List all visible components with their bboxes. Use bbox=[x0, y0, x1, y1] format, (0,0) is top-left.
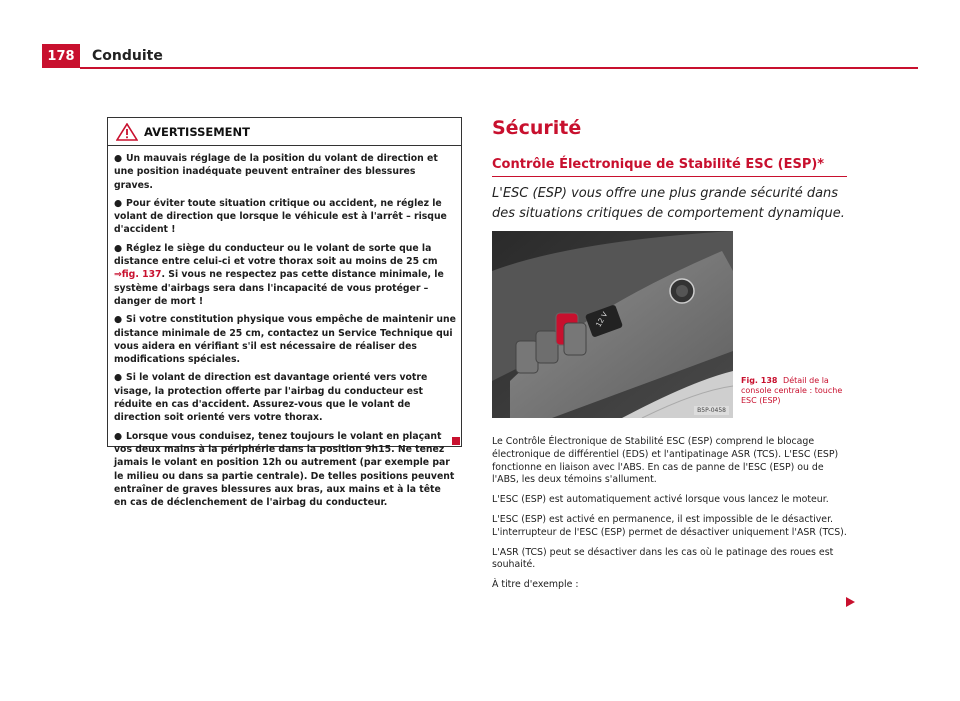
header-divider bbox=[80, 67, 918, 69]
svg-text:12 V: 12 V bbox=[594, 310, 610, 329]
warning-item: ● Si votre constitution physique vous empêche de maintenir une distance minimale de 25 cm, contactez un Service Technique qui vous aidera en vérifiant s'il est nécessaire de réaliser des modifications spéciales. bbox=[114, 314, 456, 366]
warning-item: ● Pour éviter toute situation critique ou accident, ne réglez le volant de direction que lorsque le véhicule est à l'arrêt – risque d'accident ! bbox=[114, 197, 447, 236]
body-paragraph: Le Contrôle Électronique de Stabilité ESC (ESP) comprend le blocage électronique de différentiel (EDS) et l'antipatinage ASR (TCS). L'ESC (ESP) fonctionne en liaison avec l'ABS. En cas de panne de l'ESC (ESP) ou de l'ABS, les deux témoins s'allument. bbox=[492, 436, 839, 486]
warning-triangle-icon bbox=[116, 123, 138, 141]
fig-137-link[interactable]: ⇒fig. 137 bbox=[114, 269, 162, 281]
sub-heading: Contrôle Électronique de Stabilité ESC (ESP)* bbox=[492, 157, 825, 172]
body-paragraph: À titre d'exemple : bbox=[492, 579, 579, 591]
console-illustration bbox=[492, 231, 733, 418]
continue-arrow-icon bbox=[846, 597, 855, 607]
warning-title: AVERTISSEMENT bbox=[144, 125, 251, 139]
page-number-text: 178 bbox=[47, 48, 75, 64]
warning-item: ● Réglez le siège du conducteur ou le volant de sorte que la distance entre celui-ci et votre thorax soit au moins de 25 cm ⇒fig. 137. Si vous ne respectez pas cette distance minimale, le système d'airbags sera dans l'incapacité de vous protéger – danger de mort ! bbox=[114, 242, 444, 307]
warning-item: ● Si le volant de direction est davantage orienté vers votre visage, la protection offerte par l'airbag du conducteur est réduite en cas d'accident. Assurez-vous que le volant de direction soit orienté vers votre thorax. bbox=[114, 372, 428, 424]
bullet-icon: ● bbox=[114, 153, 123, 164]
bullet-icon: ● bbox=[114, 314, 123, 326]
warning-box bbox=[107, 117, 462, 509]
body-text bbox=[492, 436, 852, 599]
warning-item: ● Lorsque vous conduisez, tenez toujours le volant en plaçant vos deux mains à la périphérie dans la position 9h15. Ne tenez jamais le volant en position 12h ou autrement (par exemple par le milieu ou dans sa partie centrale). De telles positions peuvent entraîner de graves blessures aux bras, aux mains et à la tête en cas de déclenchement de l'airbag du conducteur. bbox=[114, 430, 455, 509]
section-end-marker bbox=[452, 437, 460, 445]
body-paragraph: L'ESC (ESP) est activé en permanence, il est impossible de le désactiver. L'interrupteur de l'ESC (ESP) permet de désactiver uniquement l'ASR (TCS). bbox=[492, 513, 847, 538]
body-paragraph: L'ASR (TCS) peut se désactiver dans les cas où le patinage des roues est souhaité. bbox=[492, 546, 834, 571]
warning-item: ● Un mauvais réglage de la position du volant de direction et une position inadéquate peuvent entraîner des blessures graves. bbox=[114, 153, 438, 191]
section-title: Conduite bbox=[92, 48, 163, 64]
figure-caption-label: Fig. 138 bbox=[741, 376, 778, 385]
figure-esc-console-photo bbox=[492, 231, 733, 418]
body-paragraph: L'ESC (ESP) est automatiquement activé lorsque vous lancez le moteur. bbox=[492, 494, 829, 506]
bullet-icon: ● bbox=[114, 430, 123, 442]
bullet-icon: ● bbox=[114, 242, 123, 254]
intro-text: L'ESC (ESP) vous offre une plus grande sécurité dans des situations critiques de comportement dynamique. bbox=[492, 186, 845, 221]
warning-body bbox=[114, 152, 456, 514]
figure-caption bbox=[741, 376, 851, 406]
subheading-divider bbox=[492, 176, 847, 177]
page-number bbox=[42, 44, 80, 68]
bullet-icon: ● bbox=[114, 372, 123, 384]
figure-code: B5P-0458 bbox=[694, 406, 729, 415]
main-heading: Sécurité bbox=[492, 117, 582, 139]
figure-caption-text: Détail de la console centrale : touche ESC (ESP) bbox=[741, 376, 843, 405]
warning-header bbox=[108, 118, 461, 146]
bullet-icon: ● bbox=[114, 197, 123, 209]
